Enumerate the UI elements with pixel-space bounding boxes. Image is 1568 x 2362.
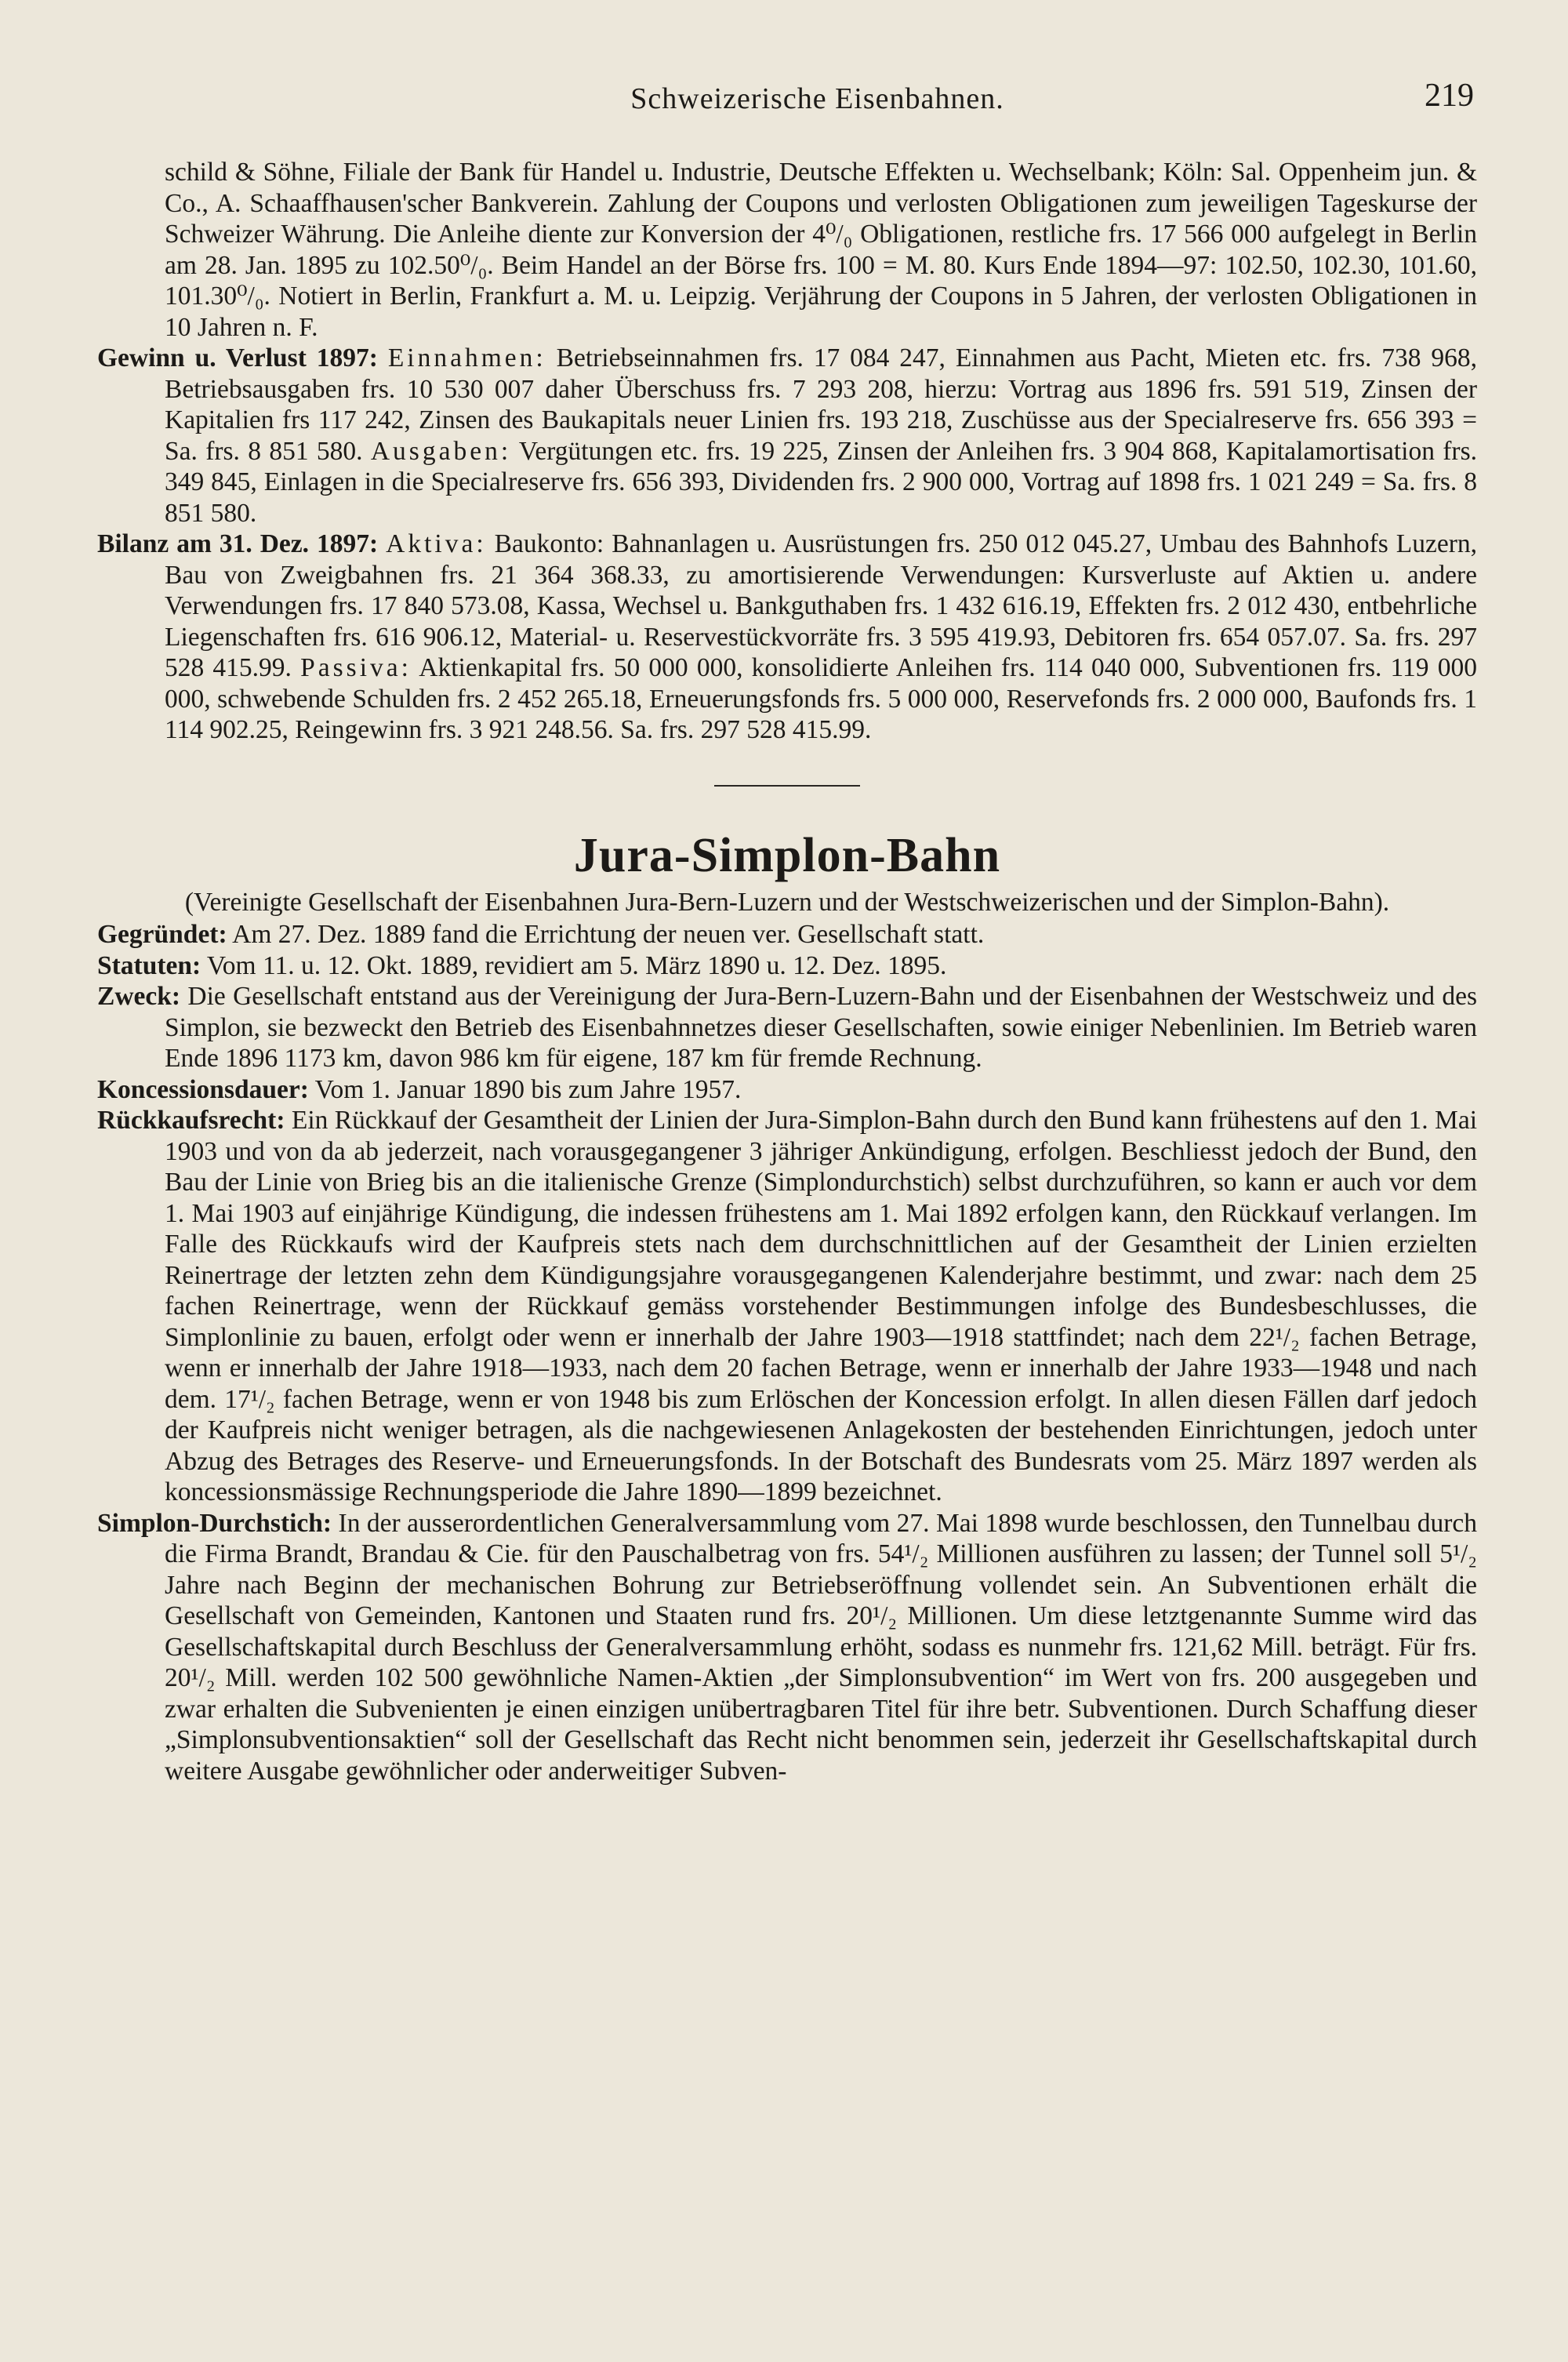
section-subtitle: (Vereinigte Gesellschaft der Eisenbahnen Jura-Bern-Luzern und der Westschweizerischen und der Simplon-Bahn). xyxy=(184,887,1390,917)
ausgaben-text: Vergütungen etc. frs. 19 225, Zinsen der Anleihen frs. 3 904 868, Kapitalamortisation frs. 349 845, Einlagen in die Specialreserve frs. 656 393, Dividenden frs. 2 900 000, Vortrag auf 1898 frs. 1 021 249 = Sa. frs. 8 851 580. xyxy=(165,436,1477,528)
entry-text: Vom 11. u. 12. Okt. 1889, revidiert am 5. März 1890 u. 12. Dez. 1895. xyxy=(206,950,947,980)
einnahmen-text: Betriebseinnahmen frs. 17 084 247, Einnahmen aus Pacht, Mieten etc. frs. 738 968, Betriebsausgaben frs. 10 530 007 daher Überschuss frs. 7 293 208, hierzu: Vortrag aus 1896 frs. 591 519, Zinsen der Kapitalien frs 117 242, Zinsen des Baukapitals neuer Linien frs. 193 218, Zuschüsse aus der Specialreserve frs. 656 393 = Sa. frs. 8 851 580. xyxy=(165,343,1478,466)
entry-label: Koncessionsdauer: xyxy=(97,1074,309,1104)
passiva-keyword: Passiva: xyxy=(300,653,412,682)
entry-rueckkaufsrecht xyxy=(97,1105,1477,1508)
entry-gegruendet xyxy=(97,919,1477,950)
running-header xyxy=(161,72,1474,135)
entry-simplon-durchstich xyxy=(97,1508,1477,1787)
continued-paragraph: schild & Söhne, Filiale der Bank für Handel u. Industrie, Deutsche Effekten u. Wechselbank; Köln: Sal. Oppenheim jun. & Co., A. Schaaffhausen'scher Bankverein. Zahlung der Coupons und verlosten Obligationen zum jeweiligen Tageskurse der Schweizer Währung. Die Anleihe diente zur Konversion der 4⁰/₀ Obligationen, restliche frs. 17 566 000 aufgelegt in Berlin am 28. Jan. 1895 zu 102.50⁰/₀. Beim Handel an der Börse frs. 100 = M. 80. Kurs Ende 1894—97: 102.50, 102.30, 101.60, 101.30⁰/₀. Notiert in Berlin, Frankfurt a. M. u. Leipzig. Verjährung der Coupons in 5 Jahren, der verlosten Obligationen in 10 Jahren n. F. xyxy=(165,158,1477,342)
entry-label: Gegründet: xyxy=(97,920,227,949)
entry-zweck xyxy=(97,981,1477,1074)
entry-label: Bilanz am 31. Dez. 1897: xyxy=(97,529,379,558)
entry-text: Ein Rückkauf der Gesamtheit der Linien der Jura-Simplon-Bahn durch den Bund kann frühestens auf den 1. Mai 1903 und von da ab jederzeit, nach vorausgegangener 3 jähriger Ankündigung, erfolgen. Beschliesst jedoch der Bund, den Bau der Linie von Brieg bis an die italienische Grenze (Simplondurchstich) selbst durchzuführen, so kann er auch vor dem 1. Mai 1903 auf einjährige Kündigung, die indessen frühestens am 1. Mai 1892 erfolgen kann, den Rückkauf verlangen. Im Falle des Rückkaufs wird der Kaufpreis stets nach dem durchschnittlichen auf der Gesamtheit der Linien erzielten Reinertrage der letzten zehn dem Kündigungsjahre vorausgegangenen Kalenderjahre bestimmt, und zwar: nach dem 25 fachen Reinertrage, wenn der Rückkauf gemäss vorstehender Bestimmungen infolge des Bundesbeschlusses, die Simplonlinie zu bauen, erfolgt oder wenn er innerhalb der Jahre 1903—1918 stattfindet; nach dem 22¹/₂ fachen Betrage, wenn er innerhalb der Jahre 1918—1933, nach dem 20 fachen Betrage, wenn er innerhalb der Jahre 1933—1948 und nach dem. 17¹/₂ fachen Betrage, wenn er von 1948 bis zum Erlöschen der Koncession erfolgt. In allen diesen Fällen darf jedoch der Kaufpreis nicht weniger betragen, als die nachgewiesenen Anlagekosten der bestehenden Einrichtungen, jedoch unter Abzug des Betrages des Reserve- und Erneuerungsfonds. In der Botschaft des Bundesrats vom 25. März 1897 werden als koncessionsmässige Rechnungsperiode die Jahre 1890—1899 bezeichnet. xyxy=(165,1106,1477,1506)
page-number: 219 xyxy=(1425,78,1474,114)
section-title: Jura-Simplon-Bahn xyxy=(573,828,1001,882)
passiva-text: Aktienkapital frs. 50 000 000, konsolidierte Anleihen frs. 114 040 000, Subventionen frs. 119 000 000, schwebende Schulden frs. 2 452 265.18, Erneuerungsfonds frs. 5 000 000, Reservefonds frs. 2 000 000, Baufonds frs. 1 114 902.25, Reingewinn frs. 3 921 248.56. Sa. frs. 297 528 415.99. xyxy=(165,653,1477,744)
entry-koncessionsdauer xyxy=(97,1074,1477,1106)
page-body xyxy=(97,157,1477,1786)
entry-text: Am 27. Dez. 1889 fand die Errichtung der neuen ver. Gesellschaft statt. xyxy=(232,920,985,949)
entry-statuten xyxy=(97,950,1477,982)
einnahmen-keyword: Einnahmen: xyxy=(387,343,546,372)
bilanz-entry xyxy=(97,529,1477,746)
entry-label: Zweck: xyxy=(97,982,181,1011)
entry-text: In der ausserordentlichen Generalversammlung vom 27. Mai 1898 wurde beschlossen, den Tunnelbau durch die Firma Brandt, Brandau & Cie. für den Pauschalbetrag von frs. 54¹/₂ Millionen ausführen zu lassen; der Tunnel soll 5¹/₂ Jahre nach Beginn der mechanischen Bohrung zur Betriebseröffnung vollendet sein. An Subventionen erhält die Gesellschaft von Gemeinden, Kantonen und Staaten rund frs. 20¹/₂ Millionen. Um diese letztgenannte Summe wird das Gesellschaftskapital durch Beschluss der Generalversammlung erhöht, sodass es nunmehr frs. 121,62 Mill. beträgt. Für frs. 20¹/₂ Mill. werden 102 500 gewöhnliche Namen-Aktien „der Simplonsubvention“ im Wert von frs. 200 ausgegeben und zwar erhalten die Subvenienten je einen einzigen unübertragbaren Titel für ihre betr. Subventionen. Durch Schaffung dieser „Simplonsubventionsaktien“ soll der Gesellschaft das Recht nicht benommen sein, jederzeit ihr Gesellschaftskapital durch weitere Ausgabe gewöhnlicher oder anderweitiger Subven- xyxy=(165,1508,1477,1786)
running-title: Schweizerische Eisenbahnen. xyxy=(630,82,1004,115)
ausgaben-keyword: Ausgaben: xyxy=(370,436,512,466)
entry-text: Vom 1. Januar 1890 bis zum Jahre 1957. xyxy=(314,1074,742,1104)
entry-label: Statuten: xyxy=(97,950,201,980)
entry-label: Rückkaufsrecht: xyxy=(97,1106,285,1135)
entry-text: Die Gesellschaft entstand aus der Vereinigung der Jura-Bern-Luzern-Bahn und der Eisenbahnen der Westschweiz und des Simplon, sie bezweckt den Betrieb des Eisenbahnnetzes dieser Gesellschaften, sowie einiger Nebenlinien. Im Betrieb waren Ende 1896 1173 km, davon 986 km für eigene, 187 km für fremde Rechnung. xyxy=(165,982,1477,1073)
section-divider xyxy=(714,785,860,787)
gewinn-verlust-entry xyxy=(97,343,1477,529)
entry-label: Simplon-Durchstich: xyxy=(97,1508,332,1538)
entry-label: Gewinn u. Verlust 1897: xyxy=(97,343,378,372)
aktiva-keyword: Aktiva: xyxy=(386,529,487,558)
aktiva-text: Baukonto: Bahnanlagen u. Ausrüstungen frs. 250 012 045.27, Umbau des Bahnhofs Luzern, Bau von Zweigbahnen frs. 21 364 368.33, zu amortisierende Verwendungen: Kursverluste auf Aktien u. andere Verwendungen frs. 17 840 573.08, Kassa, Wechsel u. Bankguthaben frs. 1 432 616.19, Effekten frs. 2 012 430, entbehrliche Liegenschaften frs. 616 906.12, Material- u. Reservestückvorräte frs. 3 595 419.93, Debitoren frs. 654 057.07. Sa. frs. 297 528 415.99. xyxy=(165,529,1478,682)
